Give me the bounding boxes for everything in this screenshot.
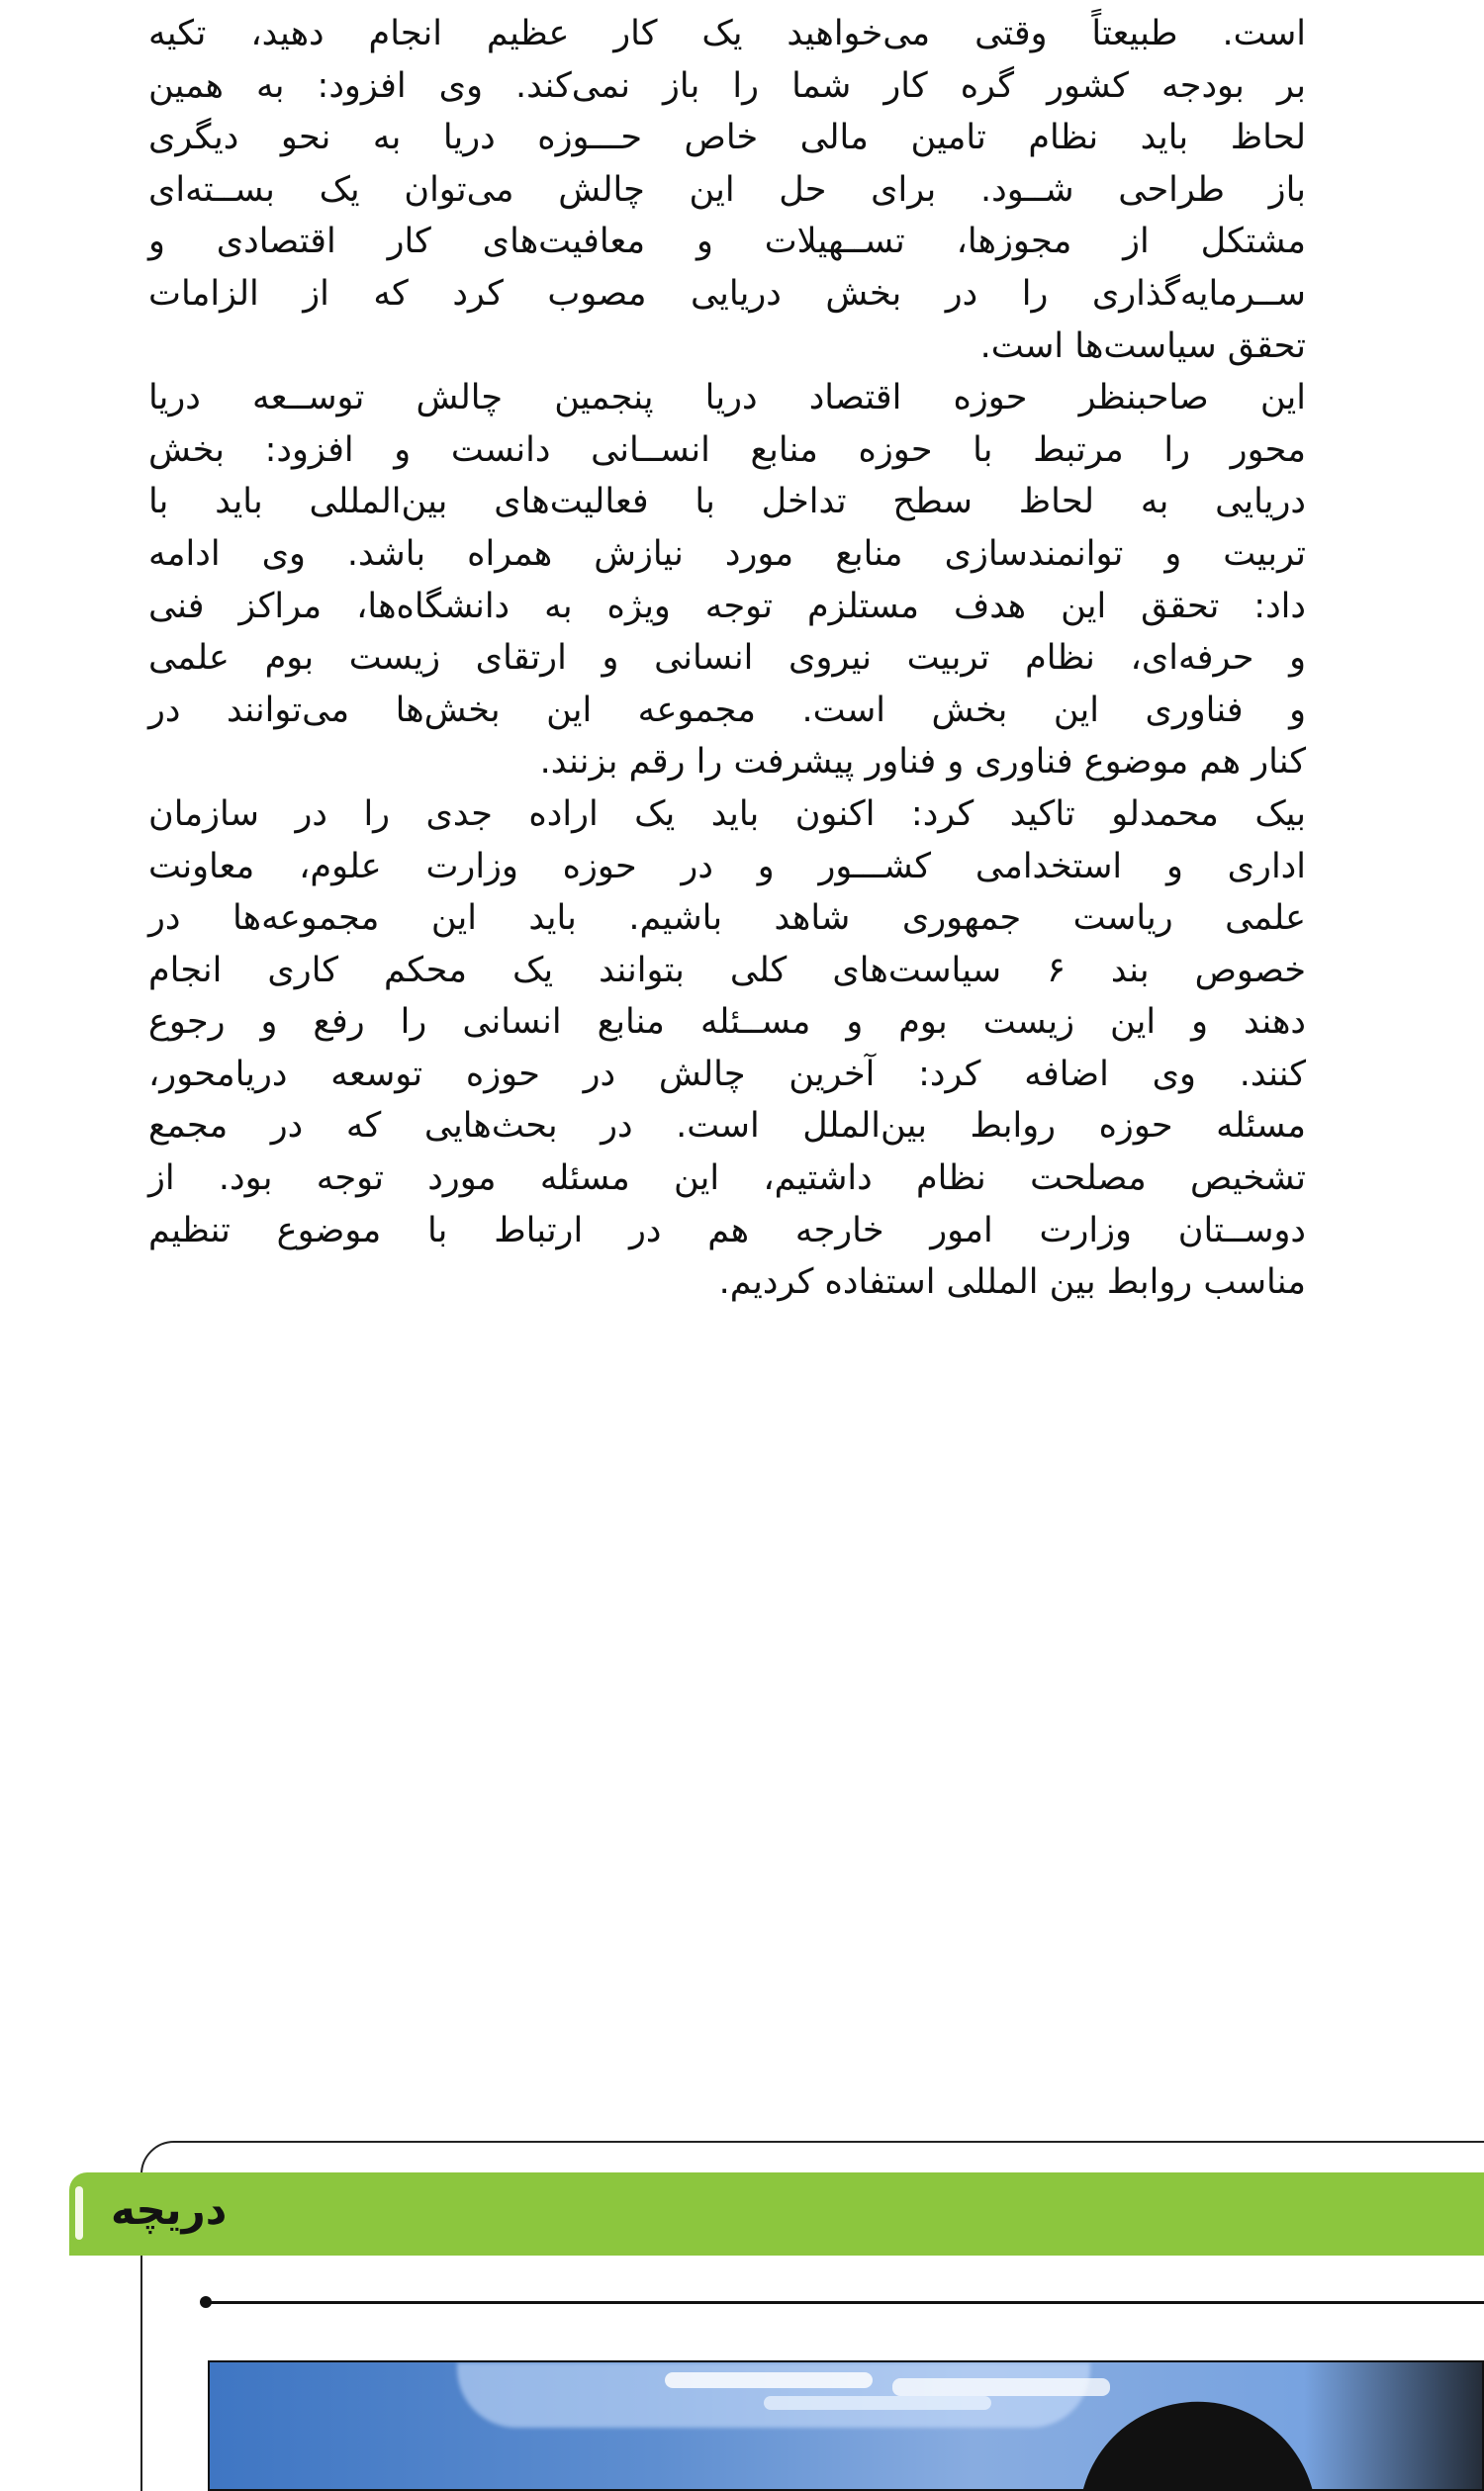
article-line: بیک محمدلو تاکید کرد: اکنون باید یک اراده جدی را در سازمان: [148, 793, 1306, 834]
article-line: بر بودجه کشور گره کار شما را باز نمی‌کند. وی افزود: به همین: [148, 65, 1306, 106]
article-line: تشخیص مصلحت نظام داشتیم، این مسئله مورد توجه بود. از: [148, 1158, 1306, 1199]
article-line: داد: تحقق این هدف مستلزم توجه ویژه به دانشگاه‌ها، مراکز فنی: [148, 586, 1306, 626]
article-line: مسئله حوزه روابط بین‌الملل است. در بحث‌هایی که در مجمع: [148, 1106, 1306, 1147]
article-line: کنار هم موضوع فناوری و فناور پیشرفت را رقم بزنند.: [539, 742, 1306, 783]
article-line: لحاظ باید نظام تامین مالی خاص حـــوزه دریا به نحو دیگری: [148, 118, 1306, 158]
article-line: دریایی به لحاظ سطح تداخل با فعالیت‌های بین‌المللی باید با: [148, 482, 1306, 522]
article-line: ســرمایه‌گذاری را در بخش دریایی مصوب کرد که از الزامات: [148, 273, 1306, 314]
article-line: مناسب روابط بین المللی استفاده کردیم.: [718, 1262, 1306, 1303]
article-line: است. طبیعتاً وقتی می‌خواهید یک کار عظیم انجام دهید، تکیه: [148, 14, 1306, 53]
article-line: تربیت و توانمندسازی منابع مورد نیازش همراه باشد. وی ادامه: [148, 533, 1306, 574]
header-accent: [75, 2186, 83, 2240]
photo-shadow: [1304, 2362, 1482, 2489]
window-header: [69, 2172, 1484, 2256]
article-line: محور را مرتبط با حوزه منابع انســانی دانست و افزود: بخش: [148, 429, 1306, 470]
article-line: و فناوری این بخش است. مجموعه این بخش‌ها می‌توانند در: [148, 690, 1306, 730]
article-line: باز طراحی شــود. برای حل این چالش می‌توان یک بســته‌ای: [148, 169, 1306, 210]
divider-dot: [200, 2296, 212, 2308]
article-line: خصوص بند ۶ سیاست‌های کلی بتوانند یک محکم کاری انجام: [148, 950, 1307, 990]
article-main-column: [148, 8, 1306, 1309]
article-line: دهند و این زیست بوم و مســئله منابع انسانی را رفع و رجوع: [148, 1002, 1306, 1043]
article-line: و حرفه‌ای، نظام تربیت نیروی انسانی و ارتقای زیست بوم علمی: [148, 638, 1306, 679]
article-line: اداری و استخدامی کشـــور و در حوزه وزارت علوم، معاونت: [148, 846, 1306, 886]
banner-stroke: [892, 2378, 1110, 2396]
box-title: دریچه: [111, 2185, 228, 2234]
banner-stroke: [764, 2396, 991, 2410]
article-line: این صاحبنظر حوزه اقتصاد دریا پنجمین چالش توســعه دریا: [148, 378, 1306, 418]
news-photo: [208, 2360, 1484, 2491]
article-line: مشتکل از مجوزها، تســهیلات و معافیت‌های کار اقتصادی و: [148, 222, 1306, 262]
article-line: علمی ریاست جمهوری شاهد باشیم. باید این مجموعه‌ها در: [148, 898, 1306, 939]
article-line: دوســتان وزارت امور خارجه هم در ارتباط با موضوع تنظیم: [148, 1210, 1306, 1250]
banner-stroke: [665, 2372, 873, 2388]
section-divider: [204, 2301, 1484, 2304]
article-line: کنند. وی اضافه کرد: آخرین چالش در حوزه توسعه دریامحور،: [148, 1054, 1306, 1094]
article-line: تحقق سیاست‌ها است.: [979, 325, 1306, 366]
